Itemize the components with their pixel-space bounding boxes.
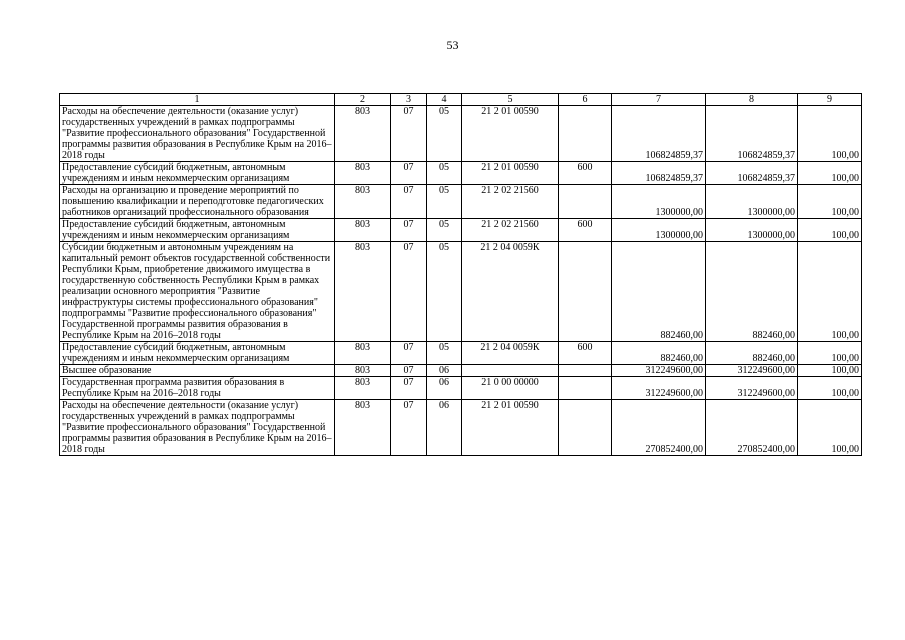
cell-target-article: 21 2 02 21560 [462,219,559,242]
cell-subsection: 05 [427,162,462,185]
cell-percent: 100,00 [798,219,862,242]
cell-target-article: 21 2 04 0059К [462,342,559,365]
cell-amount-executed: 882460,00 [706,342,798,365]
cell-section: 07 [391,342,427,365]
cell-target-article: 21 0 00 00000 [462,377,559,400]
header-cell: 2 [335,94,391,106]
cell-name: Высшее образование [60,365,335,377]
cell-amount-executed: 106824859,37 [706,162,798,185]
cell-section: 07 [391,185,427,219]
table-row [60,242,862,342]
cell-subsection: 05 [427,219,462,242]
table-row [60,185,862,219]
cell-expense-type [559,106,612,162]
cell-admin-code: 803 [335,162,391,185]
cell-target-article: 21 2 02 21560 [462,185,559,219]
cell-subsection: 05 [427,185,462,219]
cell-expense-type [559,365,612,377]
cell-amount-planned: 882460,00 [612,242,706,342]
cell-expense-type [559,242,612,342]
cell-expense-type: 600 [559,162,612,185]
cell-amount-planned: 312249600,00 [612,377,706,400]
cell-amount-planned: 312249600,00 [612,365,706,377]
cell-name: Расходы на обеспечение деятельности (оказание услуг) государственных учреждений в рамках подпрограммы "Развитие профессионального образования" Государственной программы развития образования в Республике Крым на 2016–2018 годы [60,106,335,162]
cell-name: Расходы на обеспечение деятельности (оказание услуг) государственных учреждений в рамках подпрограммы "Развитие профессионального образования" Государственной программы развития образования в Республике Крым на 2016–2018 годы [60,400,335,456]
cell-amount-executed: 106824859,37 [706,106,798,162]
cell-section: 07 [391,219,427,242]
cell-amount-planned: 1300000,00 [612,219,706,242]
header-cell: 3 [391,94,427,106]
cell-amount-planned: 270852400,00 [612,400,706,456]
cell-percent: 100,00 [798,342,862,365]
cell-section: 07 [391,242,427,342]
cell-admin-code: 803 [335,106,391,162]
cell-section: 07 [391,162,427,185]
header-cell: 5 [462,94,559,106]
header-cell: 1 [60,94,335,106]
table-row [60,342,862,365]
cell-amount-executed: 312249600,00 [706,377,798,400]
cell-section: 07 [391,106,427,162]
cell-section: 07 [391,377,427,400]
cell-name: Предоставление субсидий бюджетным, автономным учреждениям и иным некоммерческим организациям [60,162,335,185]
header-cell: 4 [427,94,462,106]
cell-subsection: 05 [427,242,462,342]
table-row [60,377,862,400]
cell-expense-type: 600 [559,342,612,365]
cell-target-article: 21 2 04 0059К [462,242,559,342]
cell-admin-code: 803 [335,342,391,365]
table-row [60,162,862,185]
cell-percent: 100,00 [798,162,862,185]
cell-name: Государственная программа развития образования в Республике Крым на 2016–2018 годы [60,377,335,400]
budget-table [59,93,862,456]
cell-percent: 100,00 [798,365,862,377]
cell-amount-executed: 1300000,00 [706,185,798,219]
cell-amount-planned: 106824859,37 [612,106,706,162]
cell-admin-code: 803 [335,377,391,400]
cell-admin-code: 803 [335,365,391,377]
cell-amount-planned: 1300000,00 [612,185,706,219]
cell-admin-code: 803 [335,185,391,219]
table-row [60,400,862,456]
cell-section: 07 [391,365,427,377]
cell-section: 07 [391,400,427,456]
table-row [60,365,862,377]
cell-percent: 100,00 [798,400,862,456]
cell-expense-type [559,377,612,400]
cell-subsection: 06 [427,377,462,400]
cell-expense-type: 600 [559,219,612,242]
header-cell: 7 [612,94,706,106]
cell-target-article: 21 2 01 00590 [462,400,559,456]
cell-amount-executed: 1300000,00 [706,219,798,242]
cell-amount-executed: 312249600,00 [706,365,798,377]
table-row [60,219,862,242]
table-row [60,106,862,162]
cell-target-article: 21 2 01 00590 [462,162,559,185]
cell-amount-executed: 270852400,00 [706,400,798,456]
cell-amount-planned: 882460,00 [612,342,706,365]
page-number: 53 [446,38,459,52]
cell-subsection: 06 [427,365,462,377]
header-row [60,94,862,106]
cell-name: Предоставление субсидий бюджетным, автономным учреждениям и иным некоммерческим организациям [60,219,335,242]
header-cell: 6 [559,94,612,106]
cell-subsection: 05 [427,106,462,162]
cell-percent: 100,00 [798,106,862,162]
cell-target-article: 21 2 01 00590 [462,106,559,162]
cell-amount-executed: 882460,00 [706,242,798,342]
cell-admin-code: 803 [335,219,391,242]
cell-subsection: 05 [427,342,462,365]
header-cell: 8 [706,94,798,106]
cell-target-article [462,365,559,377]
cell-admin-code: 803 [335,400,391,456]
cell-name: Расходы на организацию и проведение мероприятий по повышению квалификации и переподготовке педагогических работников организаций профессионального образования [60,185,335,219]
cell-expense-type [559,185,612,219]
cell-subsection: 06 [427,400,462,456]
cell-name: Предоставление субсидий бюджетным, автономным учреждениям и иным некоммерческим организациям [60,342,335,365]
table-body [60,106,862,456]
cell-admin-code: 803 [335,242,391,342]
cell-name: Субсидии бюджетным и автономным учреждениям на капитальный ремонт объектов государственной собственности Республики Крым, приобретение движимого имущества в государственную собственность Республики Крым в рамках реализации основного мероприятия "Развитие инфраструктуры системы профессионального образования" подпрограммы "Развитие профессионального образования" Государственной программы развития образования в Республике Крым на 2016–2018 годы [60,242,335,342]
cell-percent: 100,00 [798,377,862,400]
header-cell: 9 [798,94,862,106]
cell-expense-type [559,400,612,456]
cell-percent: 100,00 [798,242,862,342]
cell-amount-planned: 106824859,37 [612,162,706,185]
cell-percent: 100,00 [798,185,862,219]
